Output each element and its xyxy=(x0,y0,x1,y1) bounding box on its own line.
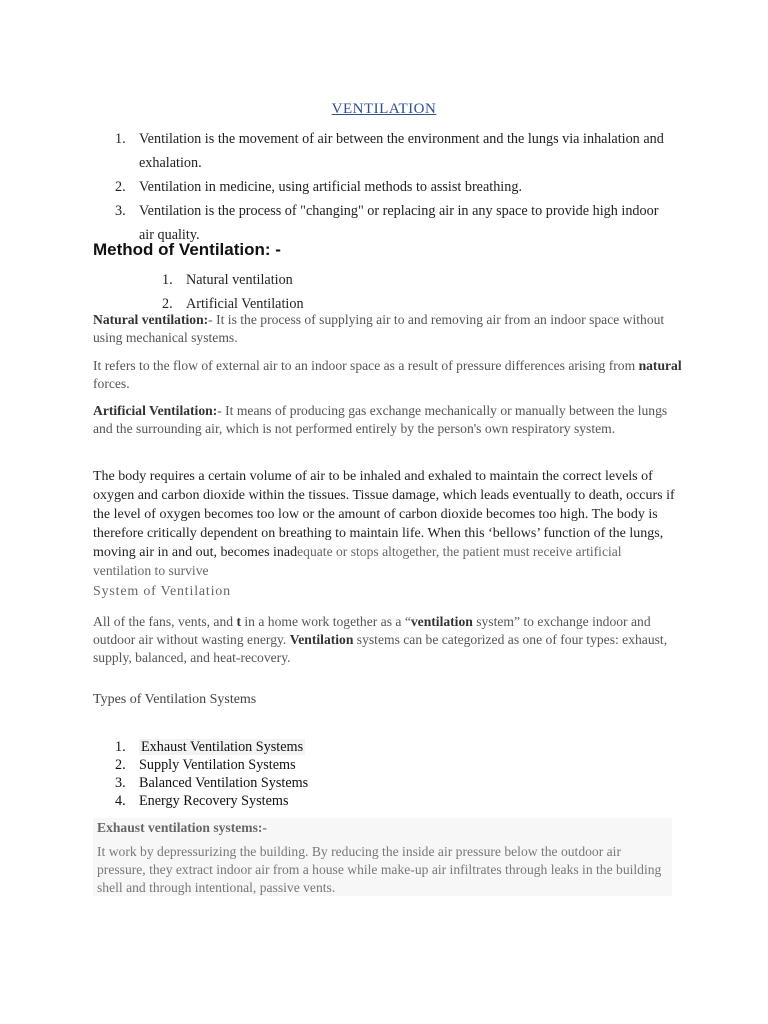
list-text: Ventilation is the movement of air between the environment and the lungs via inhalation and exhalation. xyxy=(139,131,664,171)
list-number: 1. xyxy=(115,739,126,755)
artificial-term: Artificial Ventilation: xyxy=(93,403,218,418)
list-item xyxy=(115,756,308,774)
artificial-ventilation-paragraph xyxy=(93,402,683,438)
list-number: 1. xyxy=(115,131,126,147)
body-paragraph xyxy=(93,467,683,580)
system-text: in a home work together as a “ xyxy=(241,614,411,629)
system-bold: Ventilation xyxy=(289,632,354,647)
types-heading: Types of Ventilation Systems xyxy=(93,692,257,707)
body-text: The body requires a certain volume of air to be inhaled and exhaled to maintain the correct levels of oxygen and carbon dioxide within the tissues. Tissue damage, which leads eventually to death, occurs if the level of oxygen becomes too low or the amount of carbon dioxide becomes too high. The body is therefore critically dependent on breathing to maintain life. When this ‘bellows’ function of the lungs, moving air in and out, becomes inad xyxy=(93,469,675,560)
list-item xyxy=(115,774,308,792)
list-text: Ventilation in medicine, using artificial methods to assist breathing. xyxy=(139,179,522,195)
methods-list xyxy=(162,268,304,316)
artificial-text: - It means of producing gas exchange mechanically or manually between the lungs and the surrounding air, which is not performed entirely by the person's own respiratory system. xyxy=(93,403,668,436)
list-number: 3. xyxy=(115,775,126,791)
system-paragraph xyxy=(93,613,683,667)
list-text: Energy Recovery Systems xyxy=(139,793,289,809)
list-text: Ventilation is the process of "changing" or replacing air in any space to provide high indoor air quality. xyxy=(139,203,659,243)
list-item xyxy=(115,127,675,175)
methods-heading: Method of Ventilation: - xyxy=(93,240,281,259)
system-bold: ventilation xyxy=(410,614,473,629)
list-item xyxy=(115,738,308,756)
system-text: All of the fans, vents, and xyxy=(93,614,237,629)
definitions-list xyxy=(115,127,675,247)
list-text: Balanced Ventilation Systems xyxy=(139,775,309,791)
list-text: Exhaust Ventilation Systems xyxy=(141,739,304,755)
list-text: Artificial Ventilation xyxy=(186,296,304,312)
list-text: Supply Ventilation Systems xyxy=(139,757,296,773)
system-text: system” to exchange indoor and outdoor air without wasting energy. xyxy=(93,614,651,647)
list-number: 2. xyxy=(115,179,126,195)
flow-bold: natural xyxy=(638,358,682,373)
list-number: 2. xyxy=(115,757,126,773)
exhaust-text: It work by depressurizing the building. By reducing the inside air pressure below the outdoor air pressure, they extract indoor air from a house while make-up air infiltrates through leaks in the building shell and through intentional, passive vents. xyxy=(97,844,662,895)
flow-text: It refers to the flow of external air to an indoor space as a result of pressure differences arising from xyxy=(93,358,639,373)
list-number: 2. xyxy=(162,296,173,312)
list-item xyxy=(115,175,675,199)
natural-term: Natural ventilation: xyxy=(93,312,209,327)
natural-text: - It is the process of supplying air to and removing air from an indoor space without using mechanical systems. xyxy=(93,312,665,345)
list-number: 4. xyxy=(115,793,126,809)
system-text: systems can be categorized as one of four types: exhaust, supply, balanced, and heat-recovery. xyxy=(93,632,668,665)
types-list xyxy=(115,738,308,810)
page-title: VENTILATION xyxy=(331,101,437,117)
flow-paragraph xyxy=(93,357,683,393)
list-item xyxy=(115,792,308,810)
natural-ventilation-paragraph xyxy=(93,311,683,347)
list-number: 3. xyxy=(115,203,126,219)
exhaust-heading: Exhaust ventilation systems:- xyxy=(97,820,267,835)
list-item xyxy=(162,268,304,292)
list-number: 1. xyxy=(162,272,173,288)
system-heading: System of Ventilation xyxy=(93,584,231,599)
flow-text-end: forces. xyxy=(93,376,130,391)
system-bold: t xyxy=(236,614,241,629)
body-text-faded: equate or stops altogether, the patient must receive artificial ventilation to survive xyxy=(93,544,622,578)
list-text: Natural ventilation xyxy=(186,272,293,288)
